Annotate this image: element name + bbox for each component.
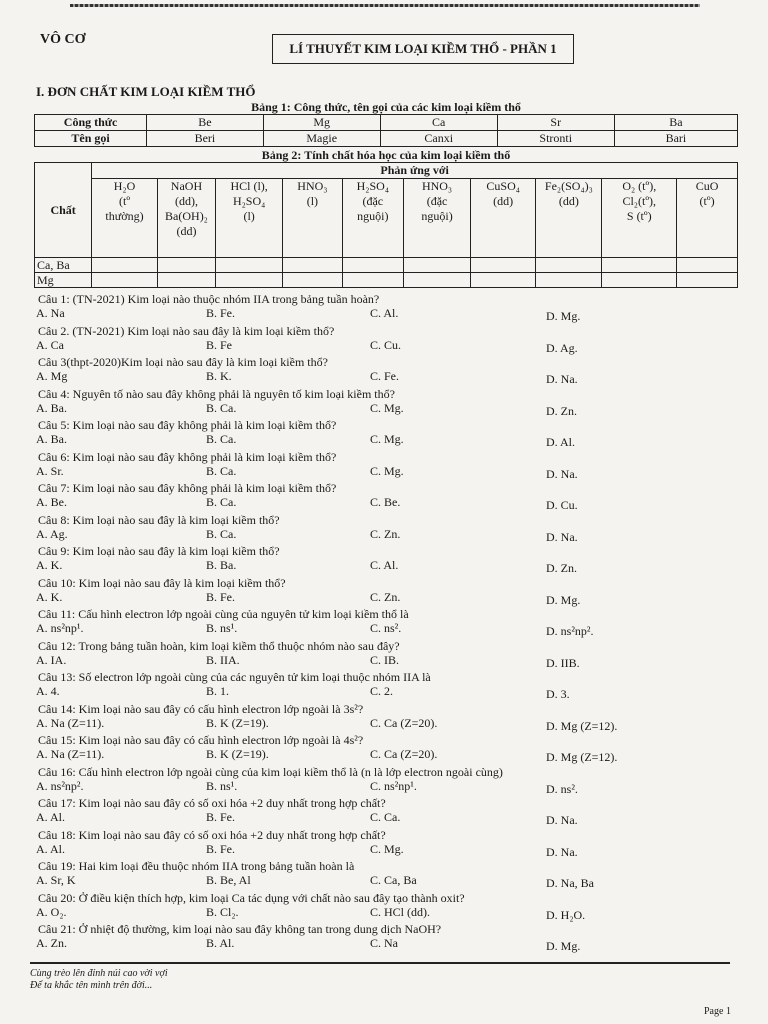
- top-scan-line: [70, 4, 700, 7]
- answer-option-a: A. Zn.: [36, 936, 67, 950]
- answer-option-d: D. Na, Ba: [546, 876, 594, 890]
- question-text: Câu 17: Kim loại nào sau đây có số oxi hóa +2 duy nhất trong hợp chất?: [38, 796, 386, 810]
- answer-option-a: A. Ba.: [36, 400, 67, 415]
- table-formulas: [34, 114, 738, 147]
- table2-column-header: HNO₃ (đặc nguội): [404, 179, 471, 258]
- answer-option-c: C. Ca.: [370, 810, 401, 824]
- table2-empty-cell: [602, 273, 677, 288]
- answer-option-c: C. Fe.: [370, 369, 400, 383]
- table2-empty-cell: [536, 258, 602, 273]
- answer-option-a: A. Na (Z=11).: [36, 747, 105, 761]
- question-text: Câu 5: Kim loại nào sau đây không phải là kim loại kiềm thổ?: [38, 418, 337, 432]
- answer-option-d: D. ns²np².: [546, 624, 594, 638]
- answer-option-b: B. Fe.: [206, 810, 236, 824]
- answer-option-c: C. Al.: [370, 306, 399, 320]
- answer-option-c: C. Mg.: [370, 400, 404, 415]
- table1-cell: Ca: [380, 115, 497, 131]
- question-text: Câu 9: Kim loại nào sau đây là kim loại kiềm thổ?: [38, 544, 280, 558]
- question-text: Câu 15: Kim loại nào sau đây có cấu hình electron lớp ngoài là 4s²?: [38, 733, 364, 747]
- answer-option-d: D. Mg.: [546, 939, 581, 953]
- answer-option-a: A. IA.: [36, 652, 67, 667]
- table1-cell: Be: [147, 115, 264, 131]
- table2-empty-cell: [677, 258, 738, 273]
- table2-empty-cell: [536, 273, 602, 288]
- answer-option-b: B. 1.: [206, 684, 230, 698]
- answer-option-d: D. Mg (Z=12).: [546, 718, 618, 733]
- question-text: Câu 6: Kim loại nào sau đây không phải là kim loại kiềm thổ?: [38, 449, 337, 464]
- answer-option-c: C. Ca (Z=20).: [370, 715, 438, 730]
- answer-option-a: A. Ag.: [36, 526, 68, 541]
- answer-option-b: B. ns¹.: [206, 621, 238, 635]
- answer-option-b: B. Be, Al: [206, 873, 251, 887]
- answer-option-c: C. Ca (Z=20).: [370, 747, 438, 761]
- answer-option-b: B. Ca.: [206, 463, 237, 478]
- answer-option-b: B. IIA.: [206, 652, 240, 667]
- answer-option-c: C. HCl (dd).: [370, 904, 430, 919]
- answer-option-b: B. Ca.: [206, 432, 237, 446]
- table2-column-header: HNO₃ (l): [283, 179, 342, 258]
- question-text: Câu 16: Cấu hình electron lớp ngoài cùng của kim loại kiềm thổ là (n là lớp electron ngoài cùng): [38, 764, 503, 779]
- table2-empty-cell: [216, 258, 283, 273]
- footer-line-1: Cùng trèo lên đỉnh núi cao vời vợi: [30, 968, 168, 979]
- answer-option-a: A. Al.: [36, 841, 66, 856]
- table1-cell: Sr: [497, 115, 614, 131]
- table2-column-header: H₂O (tº thường): [92, 179, 158, 258]
- table1-cell: Beri: [147, 131, 264, 147]
- footer-divider: [30, 962, 730, 964]
- answer-option-a: A. Mg: [36, 369, 68, 383]
- answer-option-c: C. ns².: [370, 621, 402, 635]
- answer-option-b: B. Ca.: [206, 400, 237, 415]
- question-text: Câu 10: Kim loại nào sau đây là kim loại kiềm thổ?: [38, 575, 286, 590]
- question-text: Câu 21: Ở nhiệt độ thường, kim loại nào sau đây không tan trong dung dịch NaOH?: [38, 922, 442, 936]
- answer-option-b: B. Ca.: [206, 526, 237, 541]
- table2-column-header: HCl (l), H₂SO₄ (l): [216, 179, 283, 258]
- table2-column-header: O₂ (tº), Cl₂(tº), S (tº): [602, 179, 677, 258]
- question-text: Câu 11: Cấu hình electron lớp ngoài cùng của nguyên tử kim loại kiềm thổ là: [38, 607, 409, 621]
- table2-column-header: Fe₂(SO₄)₃ (dd): [536, 179, 602, 258]
- answer-option-a: A. Ba.: [36, 432, 67, 446]
- answer-option-b: B. K.: [206, 369, 232, 383]
- answer-option-c: C. Zn.: [370, 589, 401, 604]
- question-text: Câu 18: Kim loại nào sau đây có số oxi hóa +2 duy nhất trong hợp chất?: [38, 827, 386, 842]
- table2-empty-cell: [216, 273, 283, 288]
- table2-empty-cell: [342, 258, 403, 273]
- answer-option-b: B. Fe.: [206, 589, 236, 604]
- answer-option-b: B. K (Z=19).: [206, 747, 269, 761]
- answer-option-d: D. Al.: [546, 435, 576, 449]
- answer-option-a: A. Sr.: [36, 463, 64, 478]
- answer-option-d: D. 3.: [546, 687, 570, 701]
- answer-option-d: D. Na.: [546, 844, 578, 859]
- table2-empty-cell: [602, 258, 677, 273]
- section-heading: I. ĐƠN CHẤT KIM LOẠI KIỀM THỔ: [36, 84, 256, 99]
- table2-group-header: Phản ứng với: [92, 163, 738, 179]
- answer-option-c: C. Ca, Ba: [370, 873, 417, 887]
- table1-cell: Mg: [263, 115, 380, 131]
- answer-option-a: A. ns²np¹.: [36, 621, 84, 635]
- question-text: Câu 3(thpt-2020)Kim loại nào sau đây là kim loại kiềm thổ?: [38, 355, 328, 369]
- table1-caption: Bảng 1: Công thức, tên gọi của các kim loại kiềm thổ: [251, 100, 521, 114]
- answer-option-d: D. Na.: [546, 529, 578, 544]
- table2-chat-header: Chất: [35, 163, 92, 258]
- table2-empty-cell: [342, 273, 403, 288]
- table2-row-label: Mg: [35, 273, 92, 288]
- answer-option-b: B. Fe.: [206, 841, 236, 856]
- subject-label: VÔ CƠ: [40, 32, 86, 47]
- answer-option-d: D. Mg (Z=12).: [546, 750, 618, 764]
- answer-option-c: C. ns²np¹.: [370, 778, 417, 793]
- table2-empty-cell: [283, 258, 342, 273]
- answer-option-c: C. Al.: [370, 558, 399, 572]
- answer-option-b: B. Ba.: [206, 558, 237, 572]
- question-text: Câu 1: (TN-2021) Kim loại nào thuộc nhóm IIA trong bảng tuần hoàn?: [38, 292, 380, 306]
- table2-empty-cell: [283, 273, 342, 288]
- answer-option-d: D. Na.: [546, 813, 578, 827]
- question-text: Câu 7: Kim loại nào sau đây không phải là kim loại kiềm thổ?: [38, 481, 337, 495]
- table2-column-header: CuSO₄ (dd): [471, 179, 536, 258]
- question-text: Câu 20: Ở điều kiện thích hợp, kim loại Ca tác dụng với chất nào sau đây tạo thành oxit?: [38, 890, 465, 905]
- answer-option-d: D. Ag.: [546, 340, 578, 355]
- table2-empty-cell: [404, 258, 471, 273]
- answer-option-a: A. Na: [36, 306, 65, 320]
- answer-option-c: C. Cu.: [370, 337, 402, 352]
- answer-option-c: C. Mg.: [370, 841, 404, 856]
- page-number: Page 1: [704, 1006, 731, 1017]
- answer-option-c: C. Zn.: [370, 526, 401, 541]
- answer-option-d: D. IIB.: [546, 655, 580, 670]
- answer-option-a: A. K.: [36, 589, 63, 604]
- answer-option-b: B. Ca.: [206, 495, 237, 509]
- answer-option-b: B. Fe: [206, 337, 233, 352]
- answer-option-c: C. Mg.: [370, 463, 404, 478]
- table2-empty-cell: [92, 273, 158, 288]
- question-text: Câu 2. (TN-2021) Kim loại nào sau đây là kim loại kiềm thổ?: [38, 323, 335, 338]
- table2-empty-cell: [677, 273, 738, 288]
- answer-option-d: D. Cu.: [546, 498, 578, 512]
- answer-option-d: D. Zn.: [546, 561, 577, 575]
- answer-option-b: B. ns¹.: [206, 778, 238, 793]
- table2-column-header: CuO (tº): [677, 179, 738, 258]
- answer-option-a: A. ns²np².: [36, 778, 84, 793]
- answer-option-d: D. Mg.: [546, 592, 581, 607]
- answer-option-d: D. H₂O.: [546, 907, 586, 922]
- table2-empty-cell: [471, 273, 536, 288]
- table2-column-header: H₂SO₄ (đặc nguội): [342, 179, 403, 258]
- footer-quote: [30, 968, 168, 992]
- table1-cell: Tên gọi: [35, 131, 147, 147]
- answer-option-b: B. Cl₂.: [206, 904, 239, 919]
- answer-option-a: A. O₂.: [36, 904, 67, 919]
- answer-option-b: B. K (Z=19).: [206, 715, 269, 730]
- table2-row-label: Ca, Ba: [35, 258, 92, 273]
- answer-option-a: A. Na (Z=11).: [36, 715, 105, 730]
- answer-option-d: D. ns².: [546, 781, 578, 796]
- table1-cell: Stronti: [497, 131, 614, 147]
- answer-option-c: C. Na: [370, 936, 398, 950]
- table2-column-header: NaOH (dd), Ba(OH)₂ (dd): [157, 179, 215, 258]
- question-text: Câu 13: Số electron lớp ngoài cùng của các nguyên tử kim loại thuộc nhóm IIA là: [38, 670, 431, 684]
- answer-option-b: B. Fe.: [206, 306, 236, 320]
- footer-line-2: Để ta khắc tên mình trên đời...: [30, 980, 153, 991]
- answer-option-a: A. Ca: [36, 337, 64, 352]
- answer-option-a: A. Sr, K: [36, 873, 76, 887]
- table2-caption: Bảng 2: Tính chất hóa học của kim loại kiềm thổ: [261, 148, 511, 162]
- table1-cell: Công thức: [35, 115, 147, 131]
- table1-cell: Bari: [614, 131, 737, 147]
- table2-empty-cell: [92, 258, 158, 273]
- table2-empty-cell: [157, 258, 215, 273]
- table1-cell: Canxi: [380, 131, 497, 147]
- answer-option-a: A. Be.: [36, 495, 67, 509]
- answer-option-c: C. Be.: [370, 495, 401, 509]
- answer-option-d: D. Zn.: [546, 403, 577, 418]
- table1-cell: Ba: [614, 115, 737, 131]
- answer-option-b: B. Al.: [206, 936, 235, 950]
- answer-option-d: D. Na.: [546, 372, 578, 386]
- question-text: Câu 8: Kim loại nào sau đây là kim loại kiềm thổ?: [38, 512, 280, 527]
- table1-cell: Magie: [263, 131, 380, 147]
- answer-option-d: D. Na.: [546, 466, 578, 481]
- table2-empty-cell: [157, 273, 215, 288]
- table1-row: [35, 131, 738, 147]
- answer-option-c: C. 2.: [370, 684, 394, 698]
- table2-empty-cell: [404, 273, 471, 288]
- answer-option-c: C. IB.: [370, 652, 400, 667]
- question-text: Câu 12: Trong bảng tuần hoàn, kim loại kiềm thổ thuộc nhóm nào sau đây?: [38, 638, 400, 653]
- answer-option-a: A. Al.: [36, 810, 66, 824]
- table-properties: [34, 162, 738, 288]
- question-text: Câu 19: Hai kim loại đều thuộc nhóm IIA trong bảng tuần hoàn là: [38, 859, 355, 873]
- question-text: Câu 4: Nguyên tố nào sau đây không phải là nguyên tố kim loại kiềm thổ?: [38, 386, 395, 401]
- page-title: LÍ THUYẾT KIM LOẠI KIỀM THỔ - PHẦN 1: [272, 34, 574, 64]
- answer-option-a: A. 4.: [36, 684, 60, 698]
- answer-option-a: A. K.: [36, 558, 63, 572]
- table1-row: [35, 115, 738, 131]
- answer-option-d: D. Mg.: [546, 309, 581, 323]
- question-text: Câu 14: Kim loại nào sau đây có cấu hình electron lớp ngoài là 3s²?: [38, 701, 364, 716]
- answer-option-c: C. Mg.: [370, 432, 404, 446]
- table2-empty-cell: [471, 258, 536, 273]
